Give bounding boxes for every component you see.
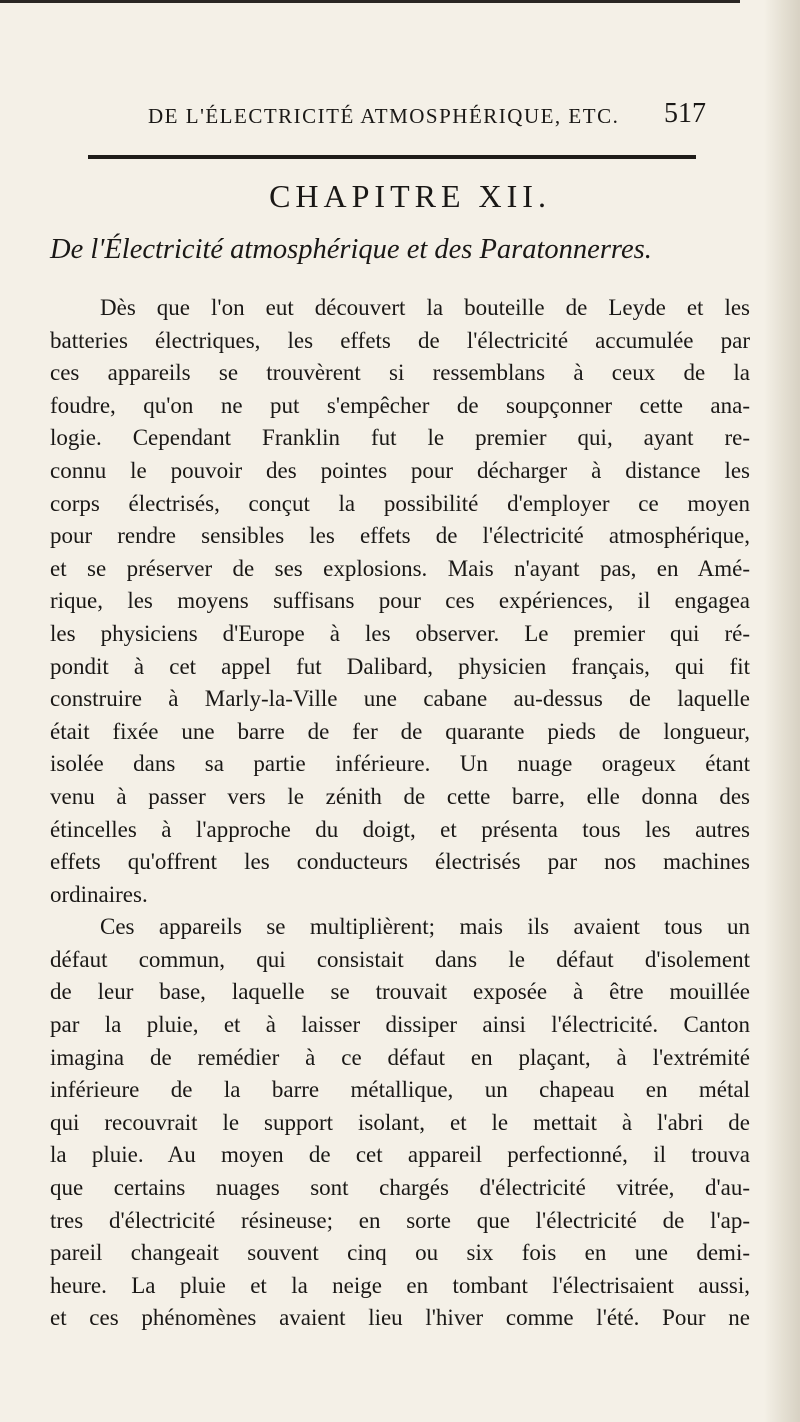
text-line: et se préserver de ses explosions. Mais n'ayant pas, en Amé-: [50, 555, 750, 581]
text-line: par la pluie, et à laisser dissiper ainsi l'électricité. Canton: [50, 1012, 750, 1038]
text-line: Dès que l'on eut découvert la bouteille de Leyde et les: [100, 295, 750, 320]
chapter-title: CHAPITRE XII.: [269, 178, 551, 214]
text-line: pareil changeait souvent cinq ou six fois en une demi-: [50, 1240, 750, 1266]
text-line: effets qu'offrent les conducteurs électrisés par nos machines: [50, 849, 750, 875]
text-line: inférieure de la barre métallique, un chapeau en métal: [50, 1077, 750, 1103]
text-line: étincelles à l'approche du doigt, et présenta tous les autres: [50, 816, 750, 842]
text-line: ordinaires.: [50, 881, 148, 907]
text-line: était fixée une barre de fer de quarante pieds de longueur,: [50, 718, 750, 744]
text-line: tres d'électricité résineuse; en sorte que l'électricité de l'ap-: [50, 1207, 750, 1233]
text-line: de leur base, laquelle se trouvait exposée à être mouillée: [50, 979, 750, 1005]
text-line: imagina de remédier à ce défaut en plaçant, à l'extrémité: [50, 1044, 750, 1070]
paragraph-1: [50, 292, 750, 911]
page-number: 517: [664, 98, 706, 129]
running-head: DE L'ÉLECTRICITÉ ATMOSPHÉRIQUE, ETC.: [148, 104, 620, 128]
text-line: batteries électriques, les effets de l'électricité accumulée par: [50, 327, 750, 353]
text-line: corps électrisés, conçut la possibilité d'employer ce moyen: [50, 490, 750, 516]
text-line: défaut commun, qui consistait dans le défaut d'isolement: [50, 946, 750, 972]
text-line: logie. Cependant Franklin fut le premier qui, ayant re-: [50, 425, 750, 451]
text-line: et ces phénomènes avaient lieu l'hiver comme l'été. Pour ne: [50, 1305, 750, 1331]
text-line: isolée dans sa partie inférieure. Un nuage orageux étant: [50, 751, 750, 777]
top-edge-rule: [0, 0, 740, 3]
text-line: connu le pouvoir des pointes pour décharger à distance les: [50, 457, 750, 483]
chapter-subtitle: De l'Électricité atmosphérique et des Paratonnerres.: [50, 234, 652, 265]
text-line: la pluie. Au moyen de cet appareil perfectionné, il trouva: [50, 1142, 750, 1168]
text-line: heure. La pluie et la neige en tombant l'électrisaient aussi,: [50, 1272, 750, 1298]
text-line: les physiciens d'Europe à les observer. Le premier qui ré-: [50, 620, 750, 646]
text-line: ces appareils se trouvèrent si ressemblans à ceux de la: [50, 360, 750, 386]
text-line: qui recouvrait le support isolant, et le mettait à l'abri de: [50, 1109, 750, 1135]
text-line: foudre, qu'on ne put s'empêcher de soupçonner cette ana-: [50, 392, 750, 418]
text-line: pondit à cet appel fut Dalibard, physicien français, qui fit: [50, 653, 750, 679]
text-line: rique, les moyens suffisans pour ces expériences, il engagea: [50, 588, 750, 614]
text-line: que certains nuages sont chargés d'électricité vitrée, d'au-: [50, 1175, 750, 1201]
body-text: [50, 292, 750, 1335]
text-line: Ces appareils se multiplièrent; mais ils avaient tous un: [100, 914, 750, 940]
text-line: venu à passer vers le zénith de cette barre, elle donna des: [50, 783, 750, 809]
text-line: construire à Marly-la-Ville une cabane au-dessus de laquelle: [50, 686, 750, 712]
paragraph-2: [50, 911, 750, 1335]
text-line: pour rendre sensibles les effets de l'électricité atmosphérique,: [50, 523, 750, 549]
header-rule: [88, 155, 696, 159]
